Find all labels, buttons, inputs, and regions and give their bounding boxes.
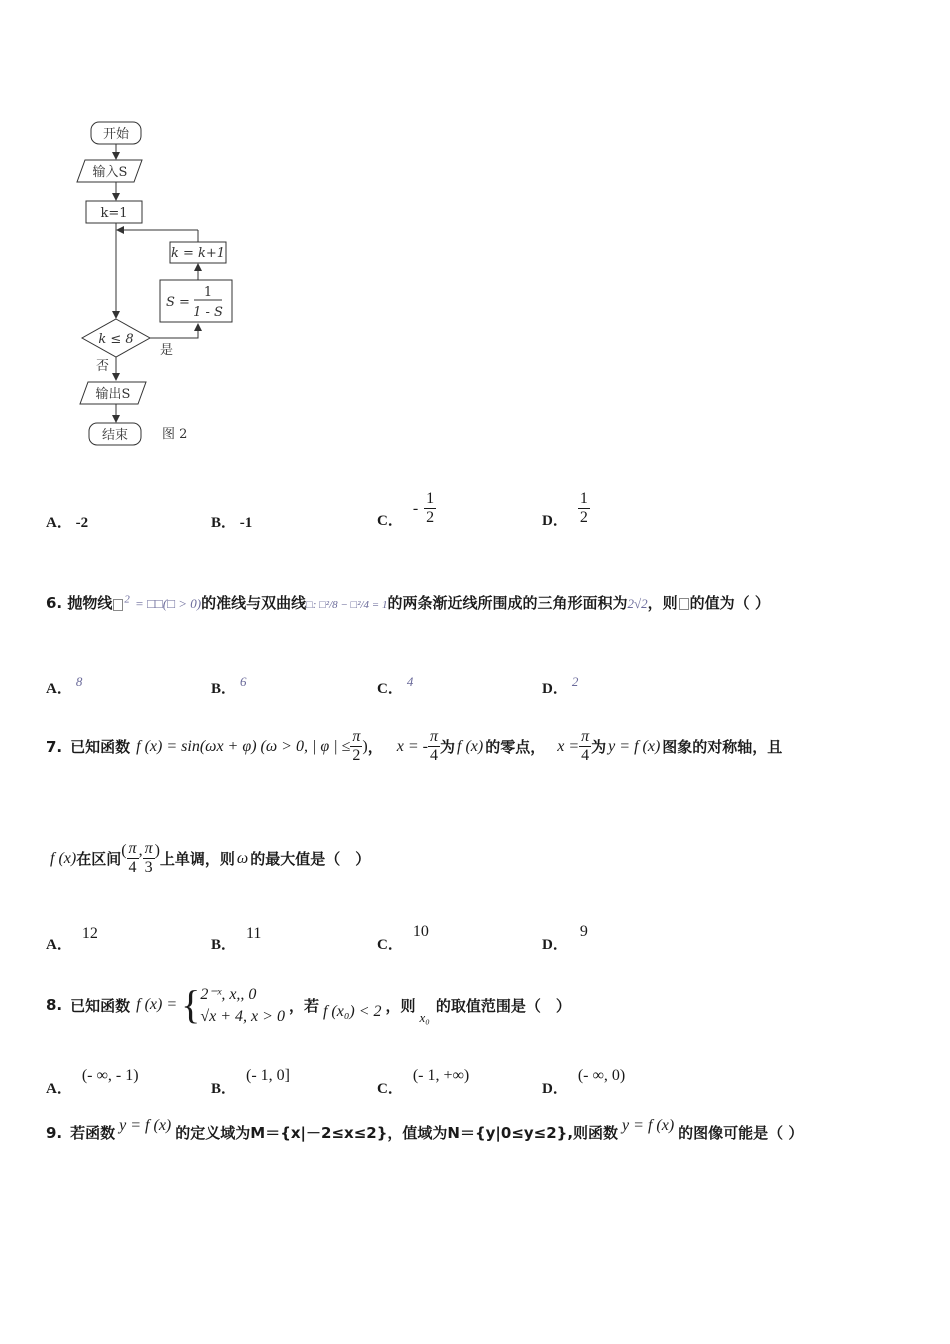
q5-option-d-label: D． [542,513,568,529]
q7-axis-x: x = [557,737,580,755]
q7-comma-1: ， [367,738,383,756]
q7-option-a-value: 12 [81,925,98,942]
q6-text-1: 抛物线 [67,594,113,612]
q7-option-b-label: B． [211,937,237,953]
q6-option-b-value: 6 [240,674,247,689]
q8-text-1: 已知函数 [70,996,131,1015]
q8-number: 8. [46,996,63,1014]
q7-option-b-value: 11 [246,925,262,942]
q8-option-c[interactable] [377,1064,470,1097]
q7-neg-pi-over-4-den: 4 [429,747,438,764]
q8-piecewise [181,984,285,1026]
q8-condition: f (x₀) < 2 [322,1003,382,1020]
q9-yfx-2: y = f (x) [622,1116,675,1134]
q8-x0: x₀ [419,1010,430,1025]
q5-option-d-numerator: 1 [579,490,588,507]
q6-text-3: 的两条渐近线所围成的三角形面积为 [387,594,628,612]
flowchart-output-label: 输出S [95,387,131,402]
q7-pi-over-2-den: 2 [352,747,361,764]
q7-text-1: 已知函数 [70,738,131,756]
q6-text-5: 的值为（ ） [689,594,770,612]
q7-pi-over-4-den: 4 [581,747,590,764]
q5-option-d-fraction [578,490,590,527]
q8-case-2: √x + 4, x > 0 [200,1008,285,1025]
q7-pi-over-2-num: π [352,728,361,745]
flowchart-input-label: 输入S [92,165,128,180]
q7-interval-right [143,840,155,877]
q7-pi-over-4-num: π [581,728,590,745]
q8-brace: { [181,982,201,1027]
flowchart-condition-label: k ≤ 8 [98,332,134,347]
q7-pi-over-4 [579,728,591,765]
q8-stem [46,984,571,1026]
q7-zero-x: x = - [396,737,428,755]
q7-option-d-value: 9 [579,923,588,940]
q6-text-4: ，则 [647,594,678,612]
q7-interval-comma: , [138,841,143,859]
q9-yfx: y = f (x) [119,1116,172,1134]
q9-stem [46,1116,804,1143]
q8-text-3: ，则 [385,996,416,1015]
q6-option-d-value: 2 [571,674,579,689]
q6-area: 2√2 [627,596,648,611]
q7-option-a-label: A． [46,937,72,953]
q8-option-d[interactable] [542,1064,626,1097]
q5-option-c-sign: - [412,499,419,517]
q5-option-d-denominator: 2 [579,509,588,526]
q7-yfx: y = f (x) [608,737,661,755]
q7-interval-left-den: 4 [128,859,137,876]
q8-option-d-value: (- ∞, 0) [577,1067,626,1084]
q8-cases [200,984,285,1026]
q6-option-c-value: 4 [406,674,414,689]
q7-option-c-label: C． [377,937,403,953]
q7-interval-right-den: 3 [144,859,153,876]
q7-interval-open: ( [121,841,127,859]
q6-parabola-eq: = □□(□ > 0) [135,596,202,611]
q7-neg-pi-over-4-num: π [429,728,438,745]
q7-close-paren: ) [362,737,368,755]
q7-text-2: 为 [440,738,456,756]
q7-option-c-value: 10 [412,923,429,940]
q8-fx: f (x) = [136,996,178,1013]
q7-text-4: 为 [591,738,607,756]
q7-text-7: 上单调，则 [159,850,235,868]
q5-option-a-label: A． [46,515,72,531]
q8-option-c-label: C． [377,1081,403,1097]
q8-option-a-label: A． [46,1081,72,1097]
q6-hyperbola: □: □²/8 − □²/4 = 1 [306,599,388,611]
q7-interval-close: ) [154,841,160,859]
q9-number: 9. [46,1123,63,1142]
q7-text-3: 的零点， [485,738,546,756]
q5-option-c-numerator: 1 [426,490,435,507]
q7-text-8: 的最大值是（ ） [250,850,371,868]
q8-option-d-label: D． [542,1081,568,1097]
q7-interval-left-num: π [128,840,137,857]
q7-interval-left [127,840,139,877]
q8-option-b-value: (- 1, 0] [246,1067,290,1084]
flowchart-start-label: 开始 [102,127,130,142]
flowchart-yes-label: 是 [160,343,174,358]
q8-text-2: ，若 [288,996,319,1015]
q8-option-b-label: B． [211,1081,237,1097]
q7-function: f (x) = sin(ωx + φ) (ω > 0, | φ | ≤ [136,737,351,755]
q7-fx: f (x) [457,737,484,755]
q7-stem-line-2 [50,840,370,877]
q9-text-1: 若函数 [70,1124,116,1142]
q8-option-c-value: (- 1, +∞) [412,1067,470,1084]
q8-option-a-value: (- ∞, - 1) [81,1067,139,1084]
flowchart-increment-label: k = k+1 [170,246,226,261]
flowchart-assign-num: 1 [203,285,213,300]
q6-option-d[interactable] [542,670,579,697]
q6-option-d-label: D． [542,681,568,697]
q7-omega: ω [236,849,249,867]
q7-option-a[interactable] [46,922,98,953]
flowchart-caption: 图 2 [162,427,188,442]
q7-option-c[interactable] [377,920,429,953]
flowchart-no-label: 否 [96,359,110,374]
q6-text-2: 的准线与双曲线 [201,594,307,612]
q5-option-c-fraction [424,490,436,527]
q5-option-d[interactable] [542,487,590,530]
q5-option-a[interactable] [46,511,88,532]
q7-text-5: 图象的对称轴，且 [662,738,783,756]
q7-stem-line-1 [46,728,782,765]
q7-fx-2: f (x) [50,849,77,867]
q7-option-b[interactable] [211,922,262,953]
q6-option-a[interactable] [46,670,83,697]
flowchart-figure [70,112,250,452]
q5-option-c-label: C． [377,513,403,529]
q6-option-b[interactable] [211,670,247,697]
q5-option-c[interactable] [377,487,436,530]
q7-neg-pi-over-4 [428,728,440,765]
q8-option-b[interactable] [211,1064,290,1097]
q7-text-6: 在区间 [76,850,122,868]
q6-option-c[interactable] [377,670,414,697]
q7-number: 7. [46,737,63,756]
q6-parabola-var: 2 [112,596,129,611]
q6-option-a-label: A． [46,681,72,697]
q6-number: 6. [46,594,63,612]
q5-option-c-denominator: 2 [426,509,435,526]
q7-interval-right-num: π [144,840,153,857]
flowchart-assign-den: 1 - S [193,305,223,320]
q5-option-a-value: -2 [75,515,89,531]
q6-stem [46,592,770,613]
q8-text-4: 的取值范围是（ ） [435,996,571,1015]
q5-option-b-value: -1 [239,515,253,531]
q6-option-c-label: C． [377,681,403,697]
q7-option-d-label: D． [542,937,568,953]
q8-case-1: 2⁻ˣ, x,, 0 [200,986,257,1003]
q9-text-2: 的定义域为M＝{x|－2≤x≤2}，值域为N＝{y|0≤y≤2},则函数 [175,1124,619,1142]
q6-option-a-value: 8 [75,674,83,689]
q9-text-3: 的图像可能是（ ） [678,1124,804,1142]
q6-option-b-label: B． [211,681,237,697]
flowchart-assign-lhs: S = [166,295,190,310]
q5-option-b-label: B． [211,515,237,531]
flowchart-end-label: 结束 [101,428,129,443]
q6-unknown-box [679,598,689,610]
q7-option-d[interactable] [542,920,588,953]
q5-option-b[interactable] [211,511,252,532]
q8-option-a[interactable] [46,1064,139,1097]
q7-pi-over-2 [350,728,362,765]
flowchart-init-label: k=1 [100,206,128,221]
